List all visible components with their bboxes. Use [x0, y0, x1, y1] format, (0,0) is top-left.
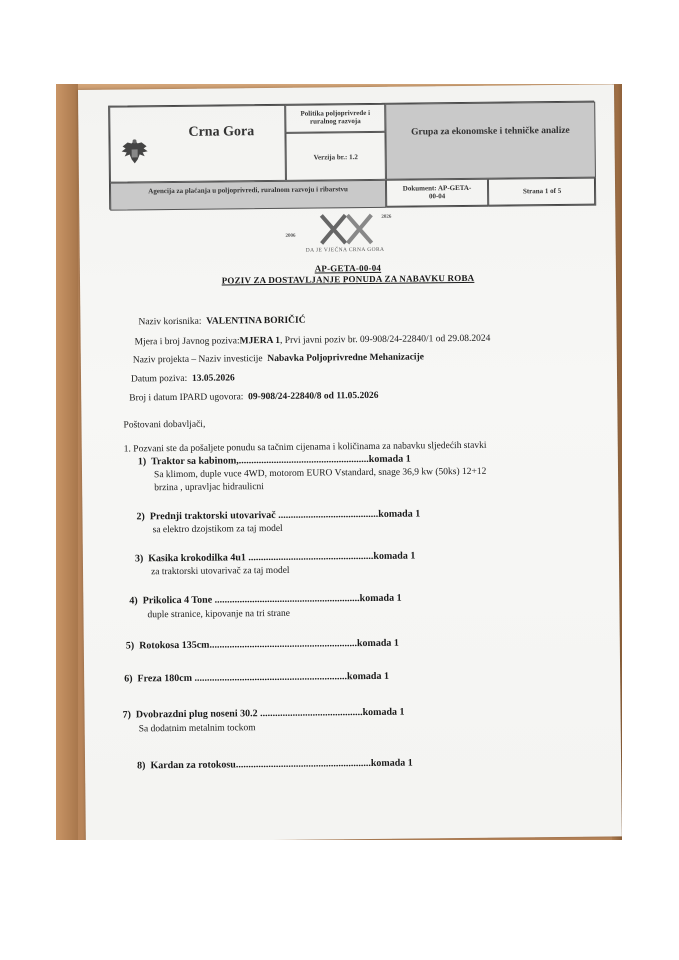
- item-1-desc-2: brzina , upravljac hidraulicni: [154, 482, 264, 494]
- header-group: Grupa za ekonomske i tehničke analize: [411, 125, 570, 138]
- item-dots: ..................................................: [245, 550, 374, 564]
- item-dots: ..........................................................: [212, 593, 360, 606]
- intro-text: 1. Pozvani ste da pošaljete ponudu sa tačnim cijenama i količinama za nabavku sljedećih stavki: [123, 440, 487, 455]
- anniversary-logo-icon: [303, 213, 381, 248]
- field-value: 09-908/24-22840/8 od 11.05.2026: [248, 390, 379, 403]
- item-dots: .........................................: [257, 707, 363, 720]
- header-agency: Agencija za plaćanja u poljoprivredi, ruralnom razvoju i ribarstvu: [148, 185, 348, 196]
- item-number: 1): [137, 456, 147, 468]
- item-number: 6): [124, 673, 133, 685]
- item-name: Freza 180cm: [137, 672, 193, 685]
- header-document-cell: [386, 179, 488, 208]
- item-dots: ........................................: [275, 508, 379, 521]
- item-4-desc: duple stranice, kipovanje na tri strane: [147, 608, 291, 621]
- header-page-cell: [488, 178, 596, 207]
- field-value: VALENTINA BORIČIĆ: [206, 315, 306, 327]
- item-1-desc-1: Sa klimom, duple vuce 4WD, motorom EURO Vstandard, snage 36,9 kw (50ks) 12+12: [153, 466, 487, 481]
- field-label: Naziv korisnika:: [138, 316, 202, 328]
- field-label: Broj i datum IPARD ugovora:: [129, 392, 244, 404]
- field-value: MJERA 1: [239, 335, 281, 347]
- paper-sheet: [78, 84, 622, 840]
- document-title: POZIV ZA DOSTAVLJANJE PONUDA ZA NABAVKU ROBA: [221, 272, 475, 286]
- item-name: Kasika krokodilka 4u1: [148, 552, 246, 565]
- item-name: Dvobrazdni plug noseni 30.2: [135, 708, 258, 721]
- field-measure: [135, 334, 491, 348]
- field-label: Datum poziva:: [130, 373, 188, 385]
- header-ministry: Politika poljoprivrede i ruralnog razvoja: [300, 108, 371, 126]
- field-ipard-contract: [129, 391, 378, 404]
- item-qty: komada 1: [346, 670, 390, 683]
- item-name: Rotokosa 135cm: [139, 639, 210, 652]
- item-4: [129, 593, 401, 607]
- montenegro-coat-of-arms-icon: [119, 137, 151, 167]
- item-name: Prikolica 4 Tone: [142, 594, 213, 607]
- document-code: AP-GETA-00-04: [314, 262, 382, 274]
- item-2: [136, 508, 420, 522]
- header-ministry-cell: [285, 104, 385, 133]
- item-qty: komada 1: [356, 637, 399, 650]
- item-qty: komada 1: [378, 508, 421, 520]
- header-agency-cell: [110, 180, 386, 211]
- item-number: 8): [137, 760, 146, 772]
- field-beneficiary: [138, 316, 305, 328]
- field-label: Naziv projekta – Naziv investicije: [132, 354, 263, 366]
- item-7-desc: Sa dodatnim metalnim tockom: [138, 723, 256, 735]
- item-qty: komada 1: [359, 592, 402, 605]
- field-date: [131, 373, 235, 384]
- header-country-cell: [109, 105, 286, 183]
- document-photo: [56, 84, 622, 840]
- logo-slogan: DA JE VJEČNA CRNA GORA: [305, 246, 385, 254]
- item-name: Prednji traktorski utovarivač: [149, 509, 276, 523]
- item-number: 4): [129, 595, 138, 607]
- item-qty: komada 1: [368, 453, 411, 465]
- item-qty: komada 1: [370, 757, 413, 769]
- item-8: [137, 758, 413, 772]
- item-number: 5): [125, 640, 135, 652]
- greeting: Poštovani dobavljači,: [123, 419, 206, 431]
- field-label: Mjera i broj Javnog poziva:: [134, 336, 240, 348]
- item-name: Traktor sa kabinom: [151, 455, 237, 468]
- item-3: [135, 550, 416, 564]
- item-dots: ......................................................: [235, 757, 371, 771]
- item-name: Kardan za rotokosu: [150, 759, 236, 772]
- field-value: Nabavka Poljoprivredne Mehanizacije: [267, 352, 424, 365]
- logo-year-right: 2026: [381, 214, 392, 220]
- field-value: 13.05.2026: [191, 373, 235, 384]
- item-qty: komada 1: [373, 550, 416, 562]
- item-1: [138, 454, 411, 468]
- item-number: 7): [122, 709, 131, 721]
- item-6: [124, 671, 389, 685]
- item-2-desc: sa elektro dzojstikom za taj model: [152, 523, 283, 536]
- item-7: [122, 707, 404, 721]
- item-dots: .............................................................: [191, 671, 348, 684]
- header-version: Verzija br.: 1.2: [313, 153, 358, 162]
- header-document: Dokument: AP-GETA-00-04: [402, 183, 472, 201]
- item-number: 3): [134, 553, 144, 565]
- item-5: [126, 638, 399, 652]
- item-dots: ...........................................................: [209, 638, 357, 651]
- field-extra: , Prvi javni poziv br. 09-908/24-22840/1 od 29.08.2024: [279, 333, 491, 346]
- item-dots: ,....................................................: [236, 453, 369, 467]
- header-group-cell: [385, 102, 596, 180]
- header-version-cell: [285, 132, 385, 181]
- header-country: Crna Gora: [188, 124, 255, 140]
- item-qty: komada 1: [362, 706, 405, 719]
- item-number: 2): [136, 511, 145, 523]
- header-page: Strana 1 of 5: [522, 186, 562, 196]
- item-3-desc: za traktorski utovarivač za taj model: [151, 565, 290, 578]
- wood-background-left: [56, 84, 78, 840]
- header-table: [108, 101, 595, 210]
- field-project: [133, 352, 424, 365]
- logo-year-left: 2006: [285, 233, 296, 239]
